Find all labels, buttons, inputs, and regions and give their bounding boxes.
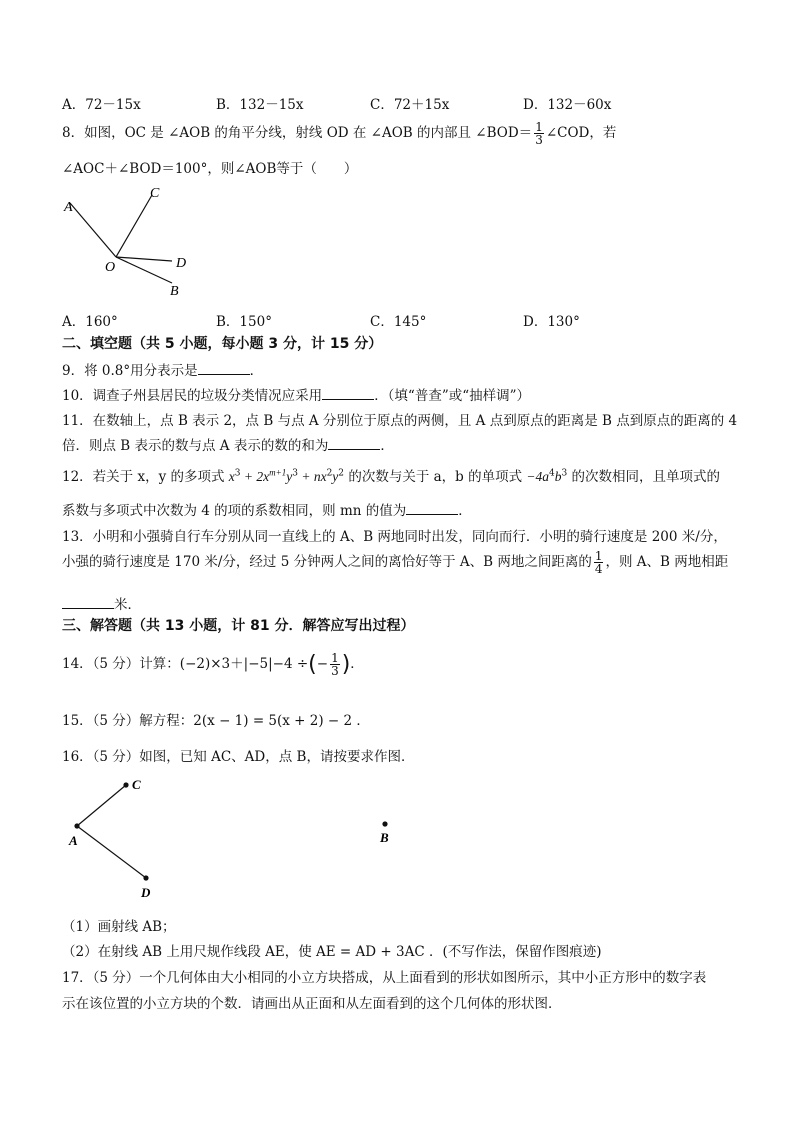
mono-term: −4a bbox=[526, 469, 550, 484]
option-letter: A． bbox=[62, 97, 86, 113]
poly-exp: 2 bbox=[326, 468, 333, 479]
q13-line2 bbox=[62, 550, 728, 575]
q10-text: 10．调查子州县居民的垃圾分类情况应采用 bbox=[62, 388, 323, 404]
q12-blank[interactable] bbox=[406, 502, 458, 515]
q13-line3 bbox=[62, 593, 141, 613]
label-o: O bbox=[105, 260, 116, 275]
q13-fraction bbox=[594, 550, 604, 575]
q16-figure bbox=[60, 772, 420, 904]
option-letter: D． bbox=[523, 97, 548, 113]
q8-angle-figure bbox=[60, 185, 200, 300]
paren-close: ) bbox=[341, 652, 351, 677]
q11-end: ． bbox=[380, 438, 394, 454]
frac-num: 1 bbox=[594, 549, 603, 563]
option-letter: B． bbox=[216, 97, 240, 113]
q16-sub1: （1）画射线 AB； bbox=[62, 919, 176, 935]
option-text: 72＋15x bbox=[393, 97, 450, 113]
label-c: C bbox=[150, 186, 160, 201]
q12-text-1: 12．若关于 x，y 的多项式 bbox=[62, 469, 229, 485]
q8-option-d bbox=[523, 310, 580, 330]
q14-minus: − bbox=[316, 656, 329, 672]
option-letter: C． bbox=[370, 314, 394, 330]
q12-line2 bbox=[62, 499, 472, 519]
q16-sub2: （2）在射线 AB 上用尺规作线段 AE，使 AE = AD + 3AC ．(不写作法，保留作图痕迹) bbox=[62, 944, 602, 960]
q9-text: 9．将 0.8°用分表示是 bbox=[62, 363, 198, 379]
section3-heading: 三、解答题（共 13 小题，计 81 分．解答应写出过程） bbox=[62, 618, 415, 634]
q17-line1: 17．（5 分）一个几何体由大小相同的小立方块搭成，从上面看到的形状如图所示，其中小正方形中的数字表 bbox=[62, 970, 707, 986]
q14-text: 14．（5 分）计算：(−2)×3＋|−5|−4 ÷ bbox=[62, 656, 309, 672]
option-text: 72－15x bbox=[85, 97, 141, 113]
poly-term: + nx bbox=[297, 469, 327, 484]
q9-blank[interactable] bbox=[198, 362, 250, 375]
point-b bbox=[382, 821, 387, 826]
point-d bbox=[143, 875, 148, 880]
option-text: 160° bbox=[85, 314, 118, 330]
frac-den: 3 bbox=[535, 133, 543, 147]
q11-line1: 11．在数轴上，点 B 表示 2，点 B 与点 A 分别位于原点的两侧，且 A 点到原点的距离是 B 点到原点的距离的 4 bbox=[62, 413, 738, 429]
option-letter: A． bbox=[62, 314, 86, 330]
frac-num: 1 bbox=[331, 651, 339, 665]
q13-line1: 13．小明和小强骑自行车分别从同一直线上的 A、B 两地同时出发，同向而行．小明的骑行速度是 200 米/分， bbox=[62, 529, 727, 545]
q7-option-c bbox=[370, 93, 449, 113]
poly-term: y bbox=[286, 469, 293, 484]
option-letter: D． bbox=[523, 314, 548, 330]
option-letter: C． bbox=[370, 97, 394, 113]
frac-den: 4 bbox=[594, 562, 603, 576]
q9 bbox=[62, 359, 263, 379]
frac-den: 3 bbox=[331, 664, 339, 678]
label-b: B bbox=[380, 830, 389, 845]
paren-open: ( bbox=[308, 652, 317, 677]
ray-oa bbox=[70, 203, 116, 257]
option-letter: B． bbox=[216, 314, 240, 330]
mono-term: b bbox=[554, 469, 562, 484]
q11-blank[interactable] bbox=[328, 437, 380, 450]
q14-fraction bbox=[330, 652, 340, 677]
option-text: 145° bbox=[393, 314, 427, 330]
poly-term: y bbox=[332, 469, 339, 484]
q11-line2 bbox=[62, 434, 394, 454]
option-text: 130° bbox=[547, 314, 580, 330]
frac-num: 1 bbox=[535, 120, 543, 134]
q13-end: 米． bbox=[114, 597, 141, 613]
q16: 16．（5 分）如图，已知 AC、AD，点 B，请按要求作图． bbox=[62, 749, 415, 765]
q8-fraction bbox=[534, 121, 544, 146]
q12-line1 bbox=[62, 465, 720, 485]
label-b: B bbox=[170, 284, 179, 299]
q13-blank[interactable] bbox=[62, 596, 114, 609]
q8-option-b bbox=[216, 310, 272, 330]
poly-term: + 2x bbox=[240, 469, 270, 484]
point-c bbox=[123, 782, 128, 787]
q8-line1 bbox=[62, 121, 616, 146]
q7-option-a bbox=[62, 93, 141, 113]
poly-exp: 3 bbox=[292, 468, 298, 479]
option-text: 132－60x bbox=[547, 97, 612, 113]
q13-text: 小强的骑行速度是 170 米/分，经过 5 分钟两人之间的离恰好等于 A、B 两地之间距离的 bbox=[62, 554, 592, 570]
option-text: 150° bbox=[239, 314, 272, 330]
label-a: A bbox=[64, 200, 73, 215]
q8-option-a bbox=[62, 310, 118, 330]
point-a bbox=[74, 823, 79, 828]
q8-text-a: 8．如图， bbox=[62, 125, 125, 141]
q13-text-2: ，则 A、B 两地相距 bbox=[605, 554, 729, 570]
q10-blank[interactable] bbox=[322, 387, 374, 400]
ray-oc bbox=[116, 195, 152, 257]
label-d: D bbox=[141, 885, 151, 900]
q8-text-b: OC 是 ∠AOB 的角平分线，射线 OD 在 ∠AOB 的内部且 ∠BOD＝ bbox=[124, 125, 533, 141]
q17-line2: 示在该位置的小立方块的个数．请画出从正面和从左面看到的这个几何体的形状图． bbox=[62, 996, 562, 1012]
q12-end: ． bbox=[458, 503, 472, 519]
segment-ac bbox=[77, 785, 126, 826]
poly-exp: m+1 bbox=[269, 467, 287, 478]
section2-heading: 二、填空题（共 5 小题，每小题 3 分，计 15 分） bbox=[62, 336, 383, 352]
label-d: D bbox=[176, 256, 187, 271]
q8-line2: ∠AOC＋∠BOD＝100°，则∠AOB等于（ ） bbox=[62, 161, 358, 177]
q10-end: ．（填“普查”或“抽样调”） bbox=[374, 388, 531, 404]
q12-text-2: 的次数与关于 a，b 的单项式 bbox=[344, 469, 527, 485]
q14 bbox=[62, 652, 364, 677]
q8-text-c: ∠COD，若 bbox=[545, 125, 617, 141]
q11-text: 倍．则点 B 表示的数与点 A 表示的数的和为 bbox=[62, 438, 329, 454]
poly-term: x bbox=[228, 469, 235, 484]
q12-text-4: 系数与多项式中次数为 4 的项的系数相同，则 mn 的值为 bbox=[62, 503, 407, 519]
option-text: 132－15x bbox=[239, 97, 304, 113]
q14-end: ． bbox=[350, 656, 364, 672]
q7-option-d bbox=[523, 93, 611, 113]
label-c: C bbox=[132, 777, 141, 792]
segment-ad bbox=[77, 826, 146, 878]
q7-option-b bbox=[216, 93, 303, 113]
q15: 15．（5 分）解方程：2(x − 1) = 5(x + 2) − 2 ． bbox=[62, 713, 370, 729]
mono-exp: 3 bbox=[561, 468, 568, 479]
q8-option-c bbox=[370, 310, 426, 330]
q9-end: ． bbox=[249, 363, 264, 379]
poly-exp: 2 bbox=[338, 468, 345, 479]
mono-exp: 4 bbox=[549, 468, 555, 479]
label-a: A bbox=[69, 833, 78, 848]
q10 bbox=[62, 384, 530, 404]
q12-text-3: 的次数相同，且单项式的 bbox=[567, 469, 721, 485]
poly-exp: 3 bbox=[234, 468, 241, 479]
